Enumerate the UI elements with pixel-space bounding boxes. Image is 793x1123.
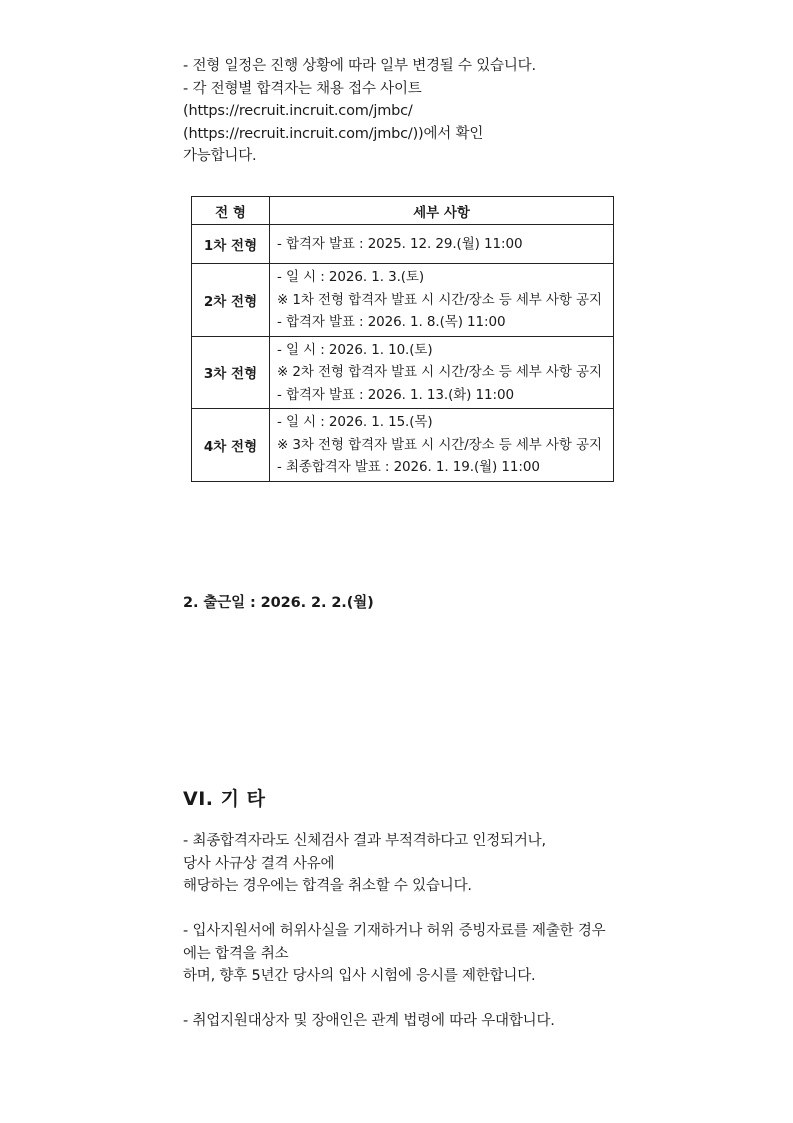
- detail-cell: [270, 409, 614, 482]
- detail-line: - 최종합격자 발표 : 2026. 1. 19.(월) 11:00: [277, 459, 540, 475]
- detail-cell: [270, 225, 614, 264]
- detail-line: ※ 1차 전형 합격자 발표 시 시간/장소 등 세부 사항 공지: [277, 291, 602, 308]
- detail-line: - 일 시 : 2026. 1. 15.(목): [277, 414, 433, 430]
- stage-cell: 3차 전형: [192, 336, 270, 409]
- table-row: [192, 336, 614, 409]
- notice-line: 하며, 향후 5년간 당사의 입사 시험에 응시를 제한합니다.: [183, 968, 536, 984]
- notice-line: - 최종합격자라도 신체검사 결과 부적격하다고 인정되거나,: [183, 833, 546, 849]
- detail-line: - 합격자 발표 : 2026. 1. 8.(목) 11:00: [277, 314, 506, 330]
- stage-cell: 4차 전형: [192, 409, 270, 482]
- other-notices: [183, 830, 613, 1033]
- detail-line: - 합격자 발표 : 2026. 1. 13.(화) 11:00: [277, 386, 514, 403]
- detail-cell: [270, 264, 614, 337]
- notice-paragraph: [183, 1010, 613, 1033]
- detail-line: - 일 시 : 2026. 1. 3.(토): [277, 269, 425, 285]
- notice-line: - 취업지원대상자 및 장애인은 관계 법령에 따라 우대합니다.: [183, 1013, 555, 1029]
- table-row: [192, 225, 614, 264]
- notice-paragraph: [183, 920, 613, 988]
- notice-line: - 입사지원서에 허위사실을 기재하거나 허위 증빙자료를 제출한 경우에는 합격을 취소: [183, 923, 606, 962]
- notice-line: 해당하는 경우에는 합격을 취소할 수 있습니다.: [183, 878, 472, 894]
- table-row: [192, 409, 614, 482]
- notice-paragraph: [183, 830, 613, 898]
- stage-cell: 2차 전형: [192, 264, 270, 337]
- table-header-row: [192, 197, 614, 225]
- note-line: 가능합니다.: [183, 148, 257, 164]
- detail-line: - 합격자 발표 : 2025. 12. 29.(월) 11:00: [277, 235, 523, 252]
- note-line: - 각 전형별 합격자는 채용 접수 사이트: [183, 80, 422, 97]
- section-heading: VI. 기 타: [183, 788, 266, 810]
- selection-schedule-table: [191, 196, 614, 482]
- header-details: 세부 사항: [270, 197, 614, 225]
- header-stage: 전 형: [192, 197, 270, 225]
- detail-line: - 일 시 : 2026. 1. 10.(토): [277, 341, 433, 358]
- start-date-heading: 2. 출근일 : 2026. 2. 2.(월): [183, 595, 374, 611]
- table-row: [192, 264, 614, 337]
- detail-cell: [270, 336, 614, 409]
- note-line-link: (https://recruit.incruit.com/jmbc/))에서 확인: [183, 125, 484, 142]
- schedule-notes: [183, 55, 623, 168]
- note-line: - 전형 일정은 진행 상황에 따라 일부 변경될 수 있습니다.: [183, 58, 536, 74]
- detail-line: ※ 3차 전형 합격자 발표 시 시간/장소 등 세부 사항 공지: [277, 436, 602, 453]
- stage-cell: 1차 전형: [192, 225, 270, 264]
- note-line-link: (https://recruit.incruit.com/jmbc/: [183, 103, 413, 119]
- detail-line: ※ 2차 전형 합격자 발표 시 시간/장소 등 세부 사항 공지: [277, 364, 602, 380]
- notice-line: 당사 사규상 결격 사유에: [183, 855, 335, 872]
